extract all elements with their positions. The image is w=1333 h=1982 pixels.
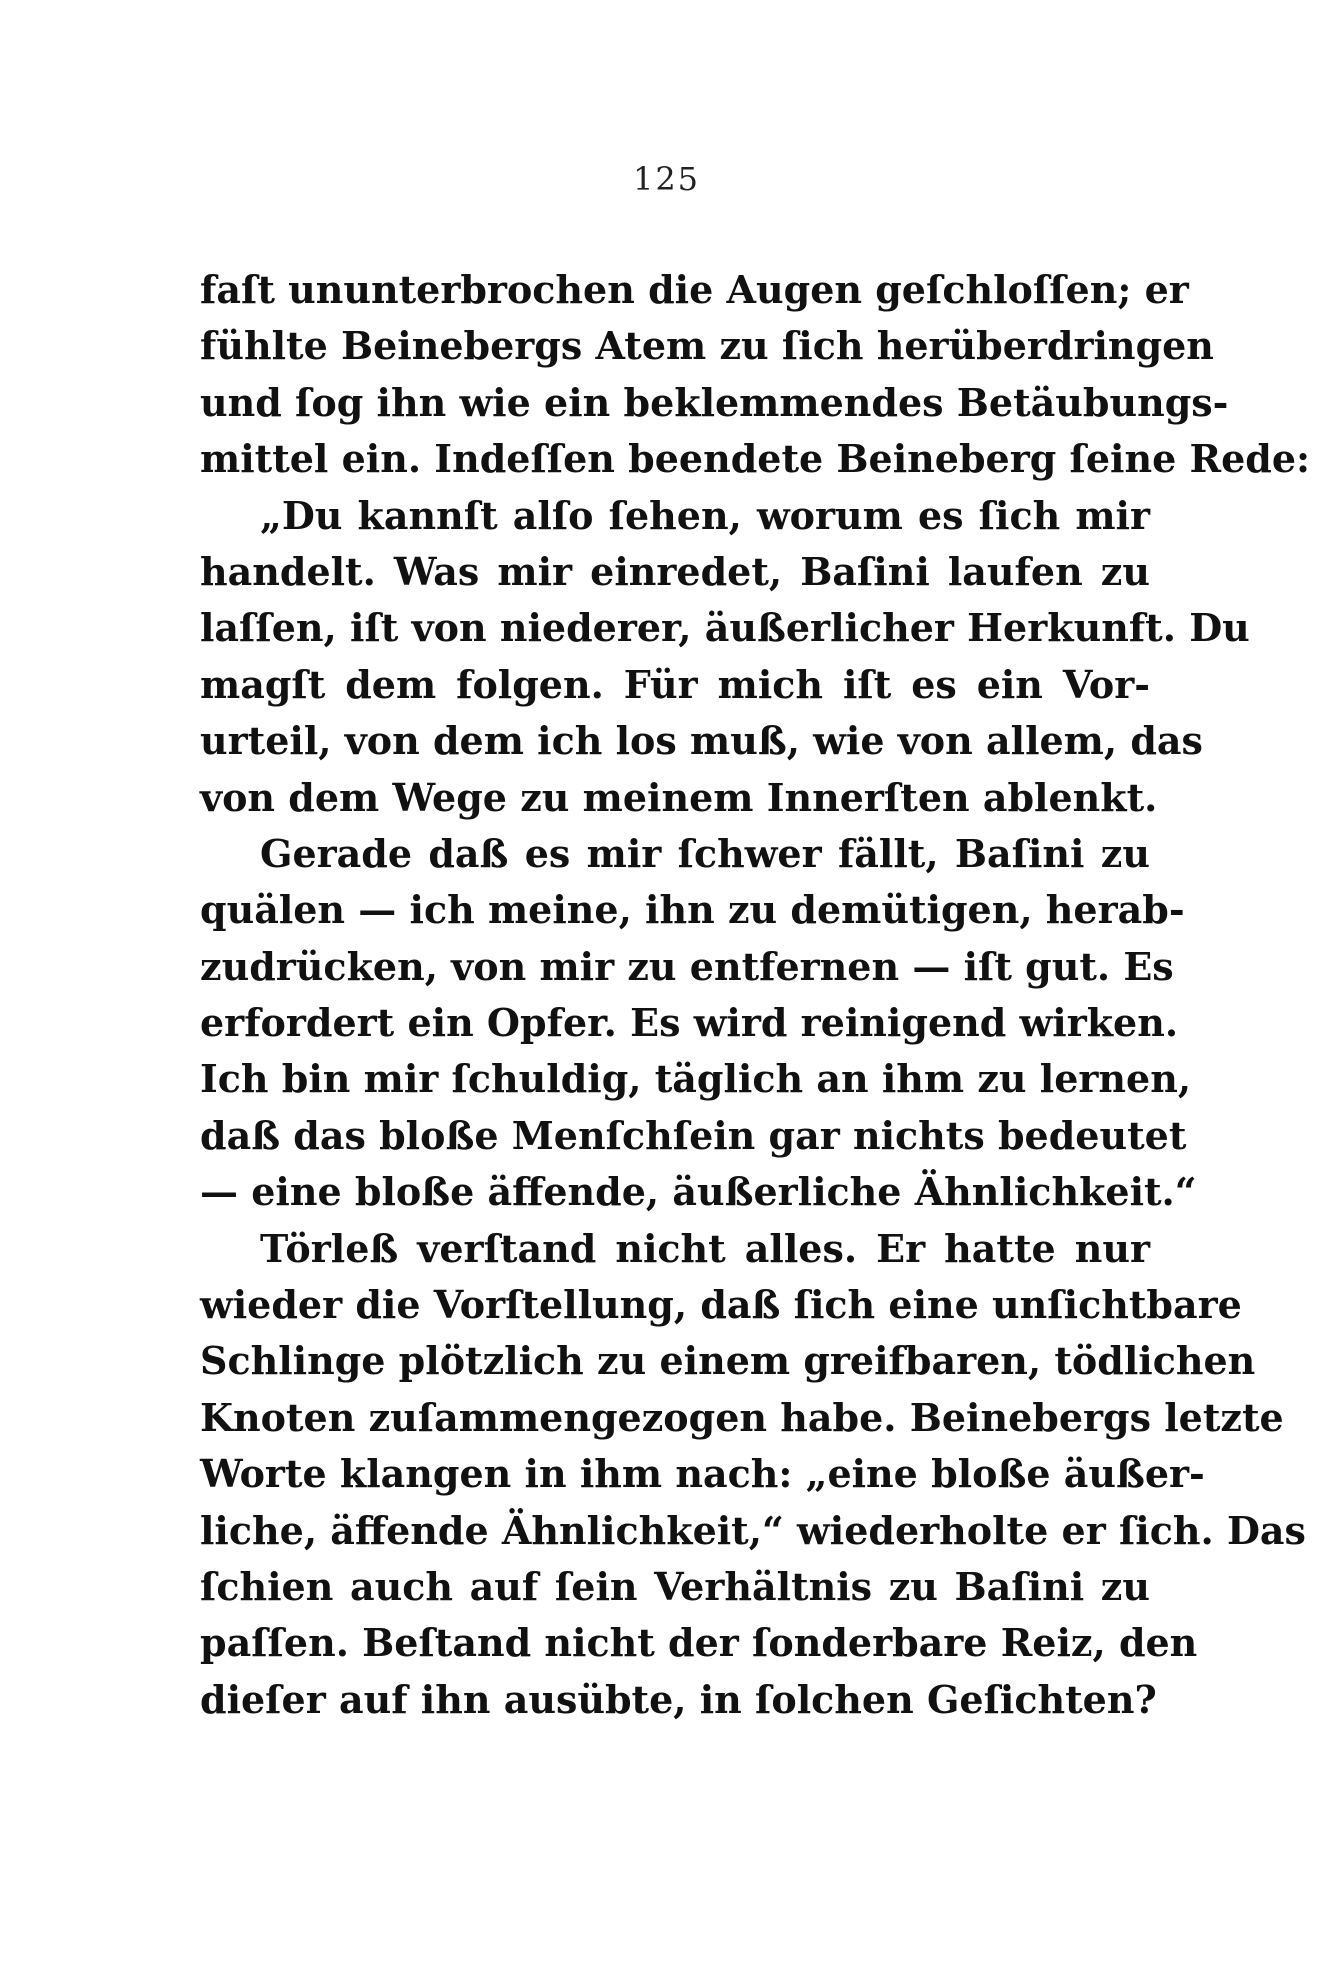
- text-line: — eine bloße äffende, äußerliche Ähnlichkeit.“: [200, 1169, 1197, 1215]
- text-line: Schlinge plötzlich zu einem greifbaren, tödlichen: [200, 1338, 1256, 1384]
- text-line: von dem Wege zu meinem Innerſten ablenkt.: [200, 774, 1158, 820]
- text-line: Knoten zuſammengezogen habe. Beinebergs letzte: [200, 1394, 1284, 1440]
- text-line: ſchien auch auf ſein Verhältnis zu Baſini zu: [200, 1563, 1150, 1609]
- text-line: paſſen. Beſtand nicht der ſonderbare Reiz, den: [200, 1620, 1198, 1666]
- text-line: Gerade daß es mir ſchwer fällt, Baſini zu: [260, 830, 1150, 876]
- text-line: Törleß verſtand nicht alles. Er hatte nur: [260, 1225, 1150, 1271]
- text-line: handelt. Was mir einredet, Baſini laufen zu: [200, 548, 1150, 594]
- text-line: zudrücken, von mir zu entfernen — iſt gut. Es: [200, 943, 1174, 989]
- text-line: mittel ein. Indeſſen beendete Beineberg ſeine Rede:: [200, 436, 1311, 482]
- text-line: laſſen, iſt von niederer, äußerlicher Herkunft. Du: [200, 605, 1250, 651]
- text-line: wieder die Vorſtellung, daß ſich eine unſichtbare: [200, 1282, 1242, 1328]
- text-line: „Du kannſt alſo ſehen, worum es ſich mir: [260, 492, 1150, 538]
- text-line: Worte klangen in ihm nach: „eine bloße äußer-: [200, 1451, 1205, 1497]
- text-line: Ich bin mir ſchuldig, täglich an ihm zu lernen,: [200, 1056, 1192, 1102]
- text-line: quälen — ich meine, ihn zu demütigen, herab-: [200, 887, 1185, 933]
- text-line: daß das bloße Menſchſein gar nichts bedeutet: [200, 1112, 1187, 1158]
- text-line: magſt dem folgen. Für mich iſt es ein Vor-: [200, 661, 1150, 707]
- text-line: dieſer auf ihn ausübte, in ſolchen Geſichten?: [200, 1676, 1157, 1722]
- page-number: 125: [632, 160, 701, 198]
- text-line: und ſog ihn wie ein beklemmendes Betäubungs-: [200, 379, 1229, 425]
- text-line: urteil, von dem ich los muß, wie von allem, das: [200, 718, 1203, 764]
- text-line: erfordert ein Opfer. Es wird reinigend wirken.: [200, 1000, 1179, 1046]
- body-text: [200, 262, 1311, 1728]
- text-line: liche, äffende Ähnlichkeit,“ wiederholte er ſich. Das: [200, 1507, 1306, 1553]
- text-line: fühlte Beinebergs Atem zu ſich herüberdringen: [200, 323, 1214, 369]
- text-line: faſt ununterbrochen die Augen geſchloſſen; er: [200, 267, 1189, 312]
